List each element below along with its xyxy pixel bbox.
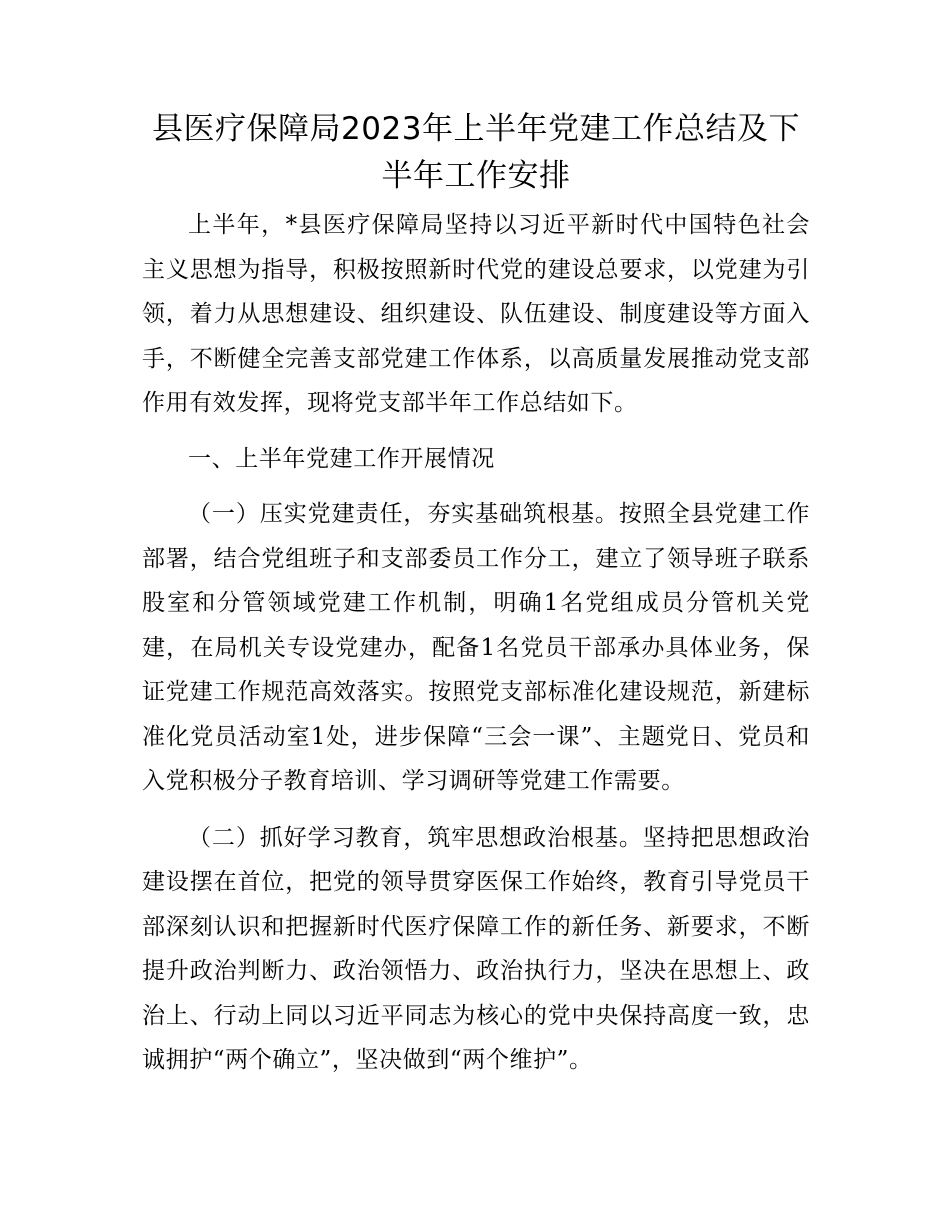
document-title: 县医疗保障局2023年上半年党建工作总结及下半年工作安排 bbox=[152, 111, 800, 194]
section-2-paragraph: （二）抓好学习教育，筑牢思想政治根基。坚持把思想政治建设摆在首位，把党的领导贯穿医保工作始终，教育引导党员干部深刻认识和把握新时代医疗保障工作的新任务、新要求，不断提升政治判断力、政治领悟力、政治执行力，坚决在思想上、政治上、行动上同以习近平同志为核心的党中央保持高度一致，忠诚拥护“两个确立”，坚决做到“两个维护”。 bbox=[142, 824, 810, 1073]
section-1-paragraph: （一）压实党建责任，夯实基础筑根基。按照全县党建工作部署，结合党组班子和支部委员工作分工，建立了领导班子联系股室和分管领域党建工作机制，明确1名党组成员分管机关党建，在局机关专设党建办，配备1名党员干部承办具体业务，保证党建工作规范高效落实。按照党支部标准化建设规范，新建标准化党员活动室1处，进步保障“三会一课”、主题党日、党员和入党积极分子教育培训、学习调研等党建工作需要。 bbox=[142, 501, 810, 794]
document-page bbox=[142, 106, 810, 1083]
intro-paragraph: 上半年，*县医疗保障局坚持以习近平新时代中国特色社会主义思想为指导，积极按照新时代党的建设总要求，以党建为引领，着力从思想建设、组织建设、队伍建设、制度建设等方面入手，不断健全完善支部党建工作体系，以高质量发展推动党支部作用有效发挥，现将党支部半年工作总结如下。 bbox=[142, 212, 810, 416]
section-heading-1: 一、上半年党建工作开展情况 bbox=[188, 445, 495, 472]
